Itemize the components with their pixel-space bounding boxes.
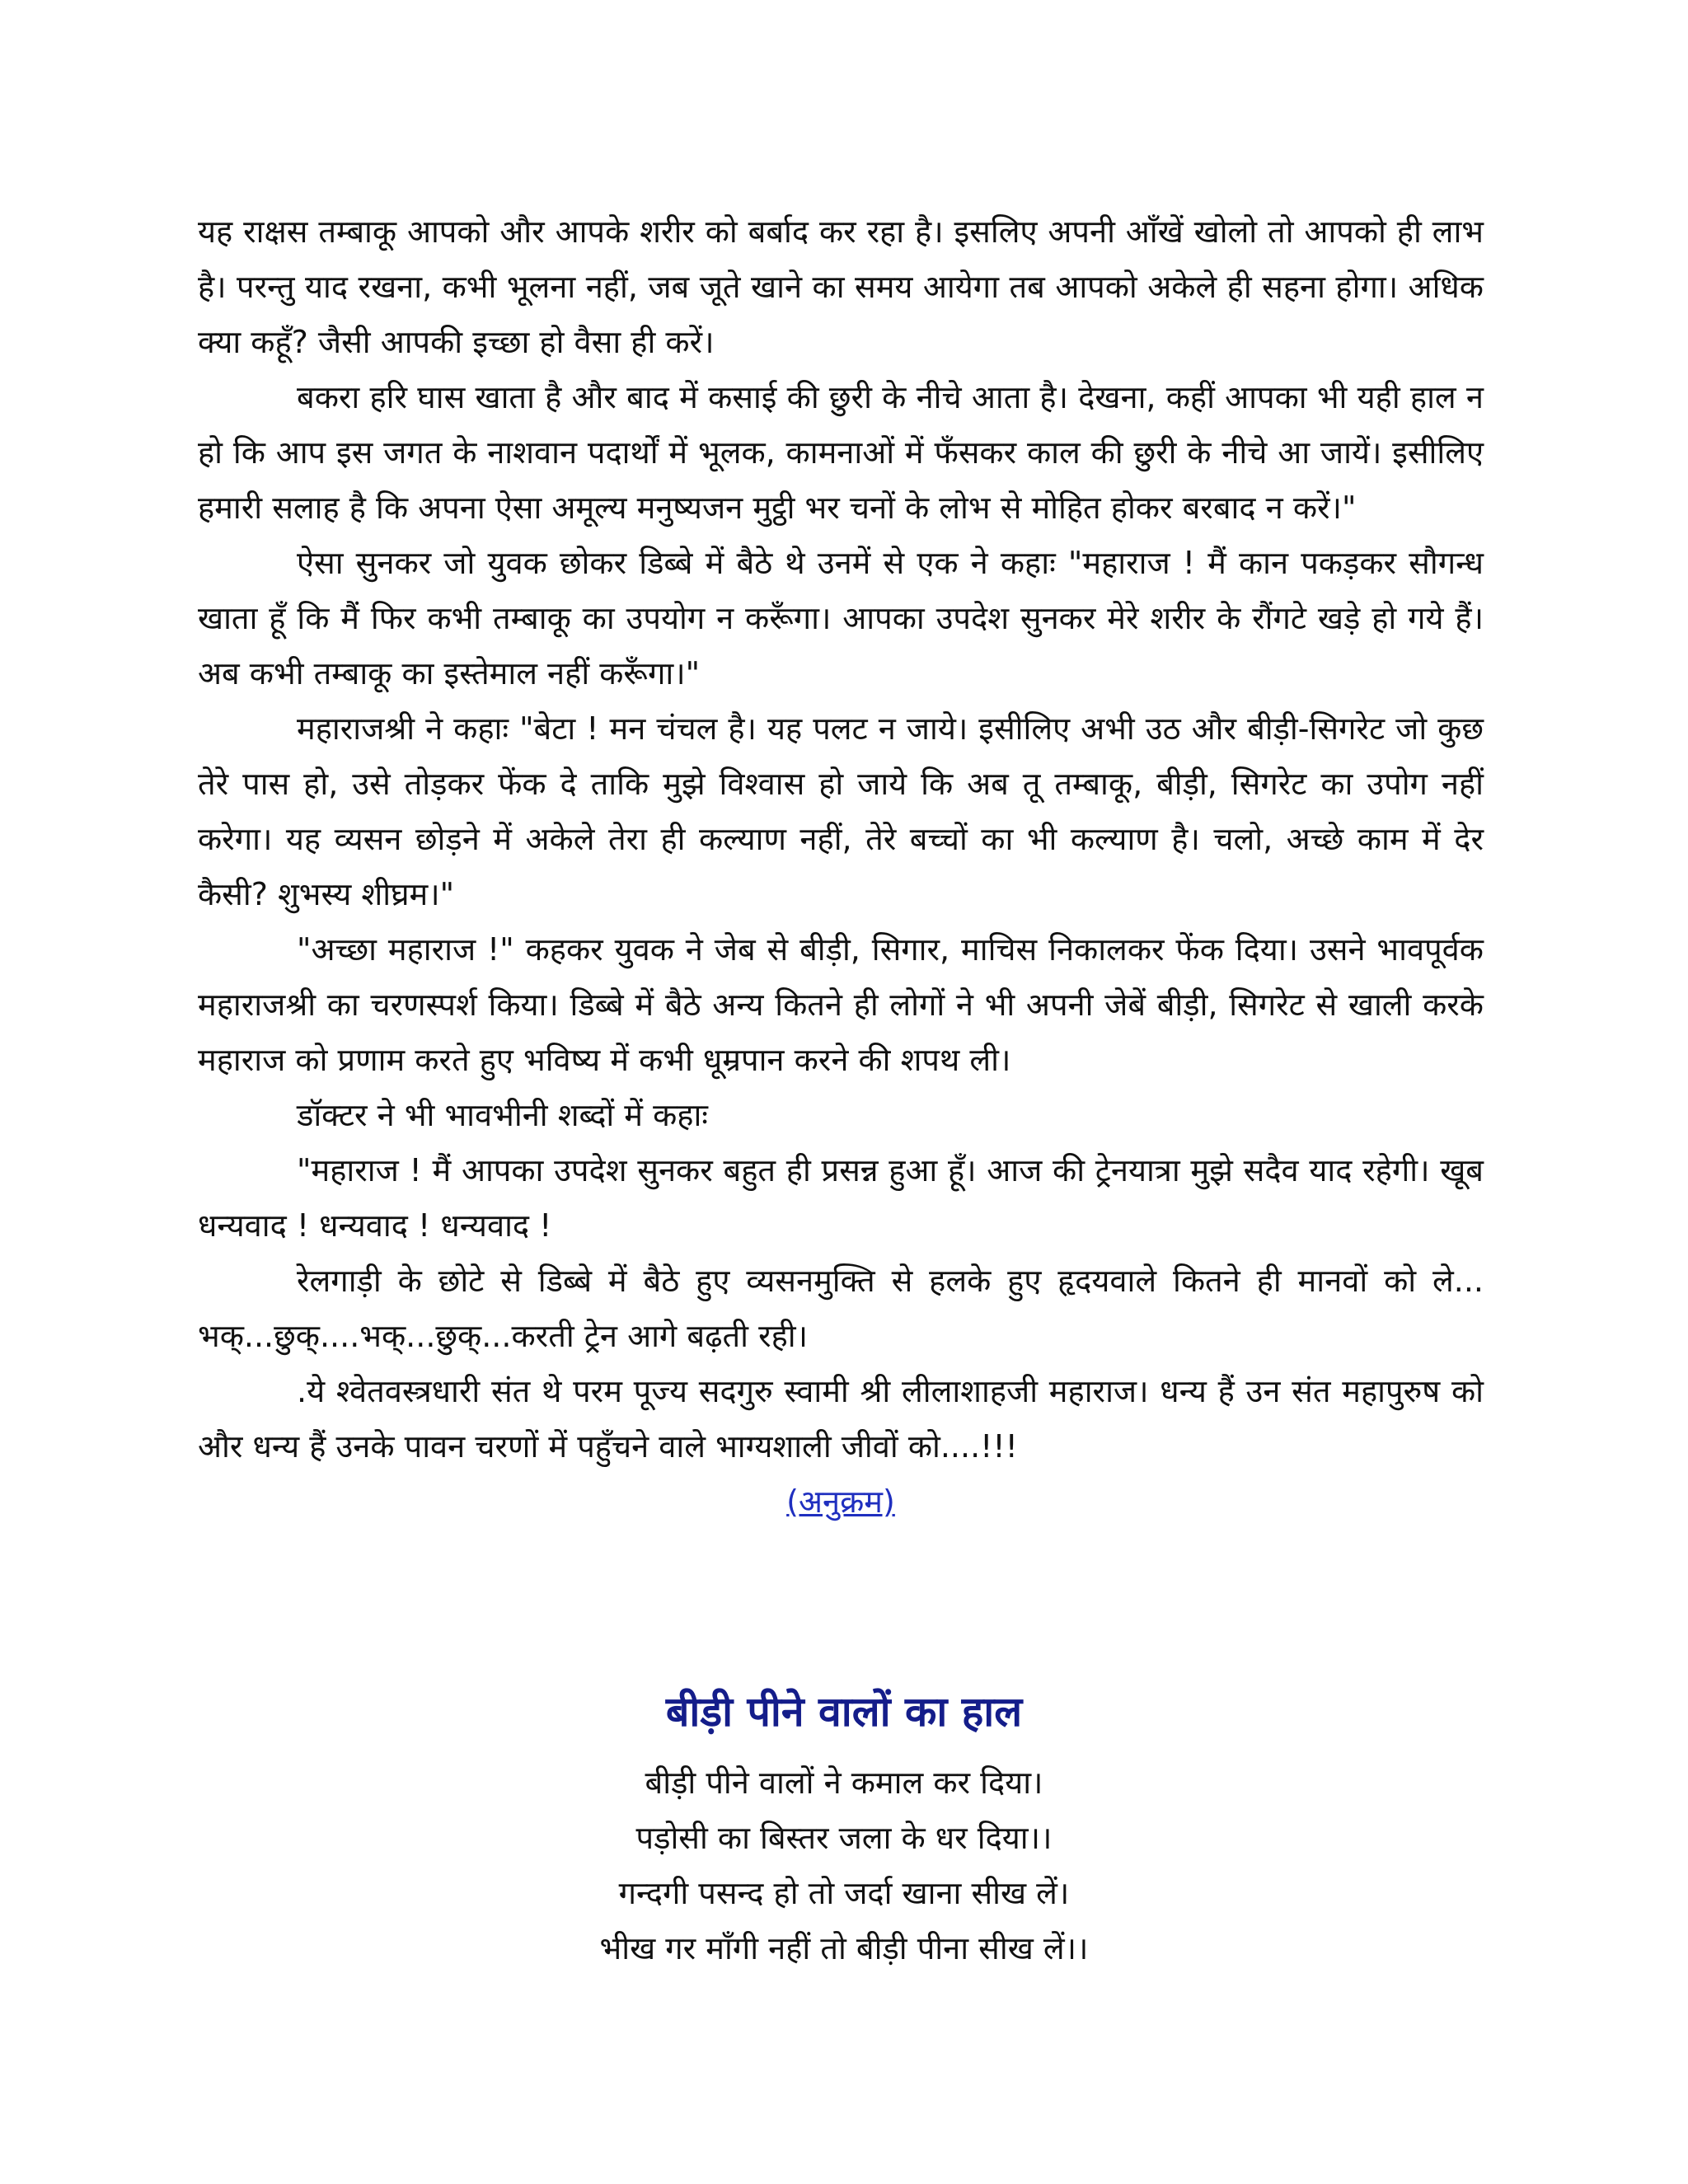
- poem-line: गन्दगी पसन्द हो तो जर्दा खाना सीख लें।: [618, 1875, 1070, 1911]
- paragraph: डॉक्टर ने भी भावभीनी शब्दों में कहाः: [297, 1097, 708, 1133]
- paragraph: रेलगाड़ी के छोटे से डिब्बे में बैठे हुए व्यसनमुक्ति से हलके हुए हृदयवाले कितने ही मानवों को ले... भक्...छुक्....भक्...छुक्...करती ट्रेन आगे बढ़ती रही।: [198, 1263, 1484, 1354]
- poem-title: बीड़ी पीने वालों का हाल: [665, 1688, 1023, 1736]
- poem-line: भीख गर माँगी नहीं तो बीड़ी पीना सीख लें।।: [599, 1930, 1089, 1966]
- index-link-row: [198, 1474, 1484, 1530]
- poem: [0, 1755, 1688, 1976]
- index-link[interactable]: (अनुक्रम): [786, 1483, 895, 1520]
- document-body: [198, 204, 1484, 1530]
- poem-line: पड़ोसी का बिस्तर जला के धर दिया।।: [635, 1820, 1053, 1856]
- paragraph: महाराजश्री ने कहाः "बेटा ! मन चंचल है। यह पलट न जाये। इसीलिए अभी उठ और बीड़ी-सिगरेट जो कुछ तेरे पास हो, उसे तोड़कर फेंक दे ताकि मुझे विश्वास हो जाये कि अब तू तम्बाकू, बीड़ी, सिगरेट का उपोग नहीं करेगा। यह व्यसन छोड़ने में अकेले तेरा ही कल्याण नहीं, तेरे बच्चों का भी कल्याण है। चलो, अच्छे काम में देर कैसी? शुभस्य शीघ्रम।": [198, 710, 1484, 912]
- paragraph: "महाराज ! मैं आपका उपदेश सुनकर बहुत ही प्रसन्न हुआ हूँ। आज की ट्रेनयात्रा मुझे सदैव याद रहेगी। खूब धन्यवाद ! धन्यवाद ! धन्यवाद !: [198, 1152, 1484, 1244]
- paragraph: बकरा हरि घास खाता है और बाद में कसाई की छुरी के नीचे आता है। देखना, कहीं आपका भी यही हाल न हो कि आप इस जगत के नाशवान पदार्थों में भूलक, कामनाओं में फँसकर काल की छुरी के नीचे आ जायें। इसीलिए हमारी सलाह है कि अपना ऐसा अमूल्य मनुष्यजन मुट्ठी भर चनों के लोभ से मोहित होकर बरबाद न करें।": [198, 379, 1484, 526]
- paragraph: यह राक्षस तम्बाकू आपको और आपके शरीर को बर्बाद कर रहा है। इसलिए अपनी आँखें खोलो तो आपको ही लाभ है। परन्तु याद रखना, कभी भूलना नहीं, जब जूते खाने का समय आयेगा तब आपको अकेले ही सहना होगा। अधिक क्या कहूँ? जैसी आपकी इच्छा हो वैसा ही करें।: [198, 213, 1484, 360]
- paragraph: "अच्छा महाराज !" कहकर युवक ने जेब से बीड़ी, सिगार, माचिस निकालकर फेंक दिया। उसने भावपूर्वक महाराजश्री का चरणस्पर्श किया। डिब्बे में बैठे अन्य कितने ही लोगों ने भी अपनी जेबें बीड़ी, सिगरेट से खाली करके महाराज को प्रणाम करते हुए भविष्य में कभी धूम्रपान करने की शपथ ली।: [198, 931, 1484, 1078]
- paragraph: .ये श्वेतवस्त्रधारी संत थे परम पूज्य सदगुरु स्वामी श्री लीलाशाहजी महाराज। धन्य हैं उन संत महापुरुष को और धन्य हैं उनके पावन चरणों में पहुँचने वाले भाग्यशाली जीवों को....!!!: [198, 1373, 1484, 1465]
- paragraph: ऐसा सुनकर जो युवक छोकर डिब्बे में बैठे थे उनमें से एक ने कहाः "महाराज ! मैं कान पकड़कर सौगन्ध खाता हूँ कि मैं फिर कभी तम्बाकू का उपयोग न करूँगा। आपका उपदेश सुनकर मेरे शरीर के रौंगटे खड़े हो गये हैं। अब कभी तम्बाकू का इस्तेमाल नहीं करूँगा।": [198, 545, 1484, 691]
- poem-line: बीड़ी पीने वालों ने कमाल कर दिया।: [645, 1765, 1043, 1801]
